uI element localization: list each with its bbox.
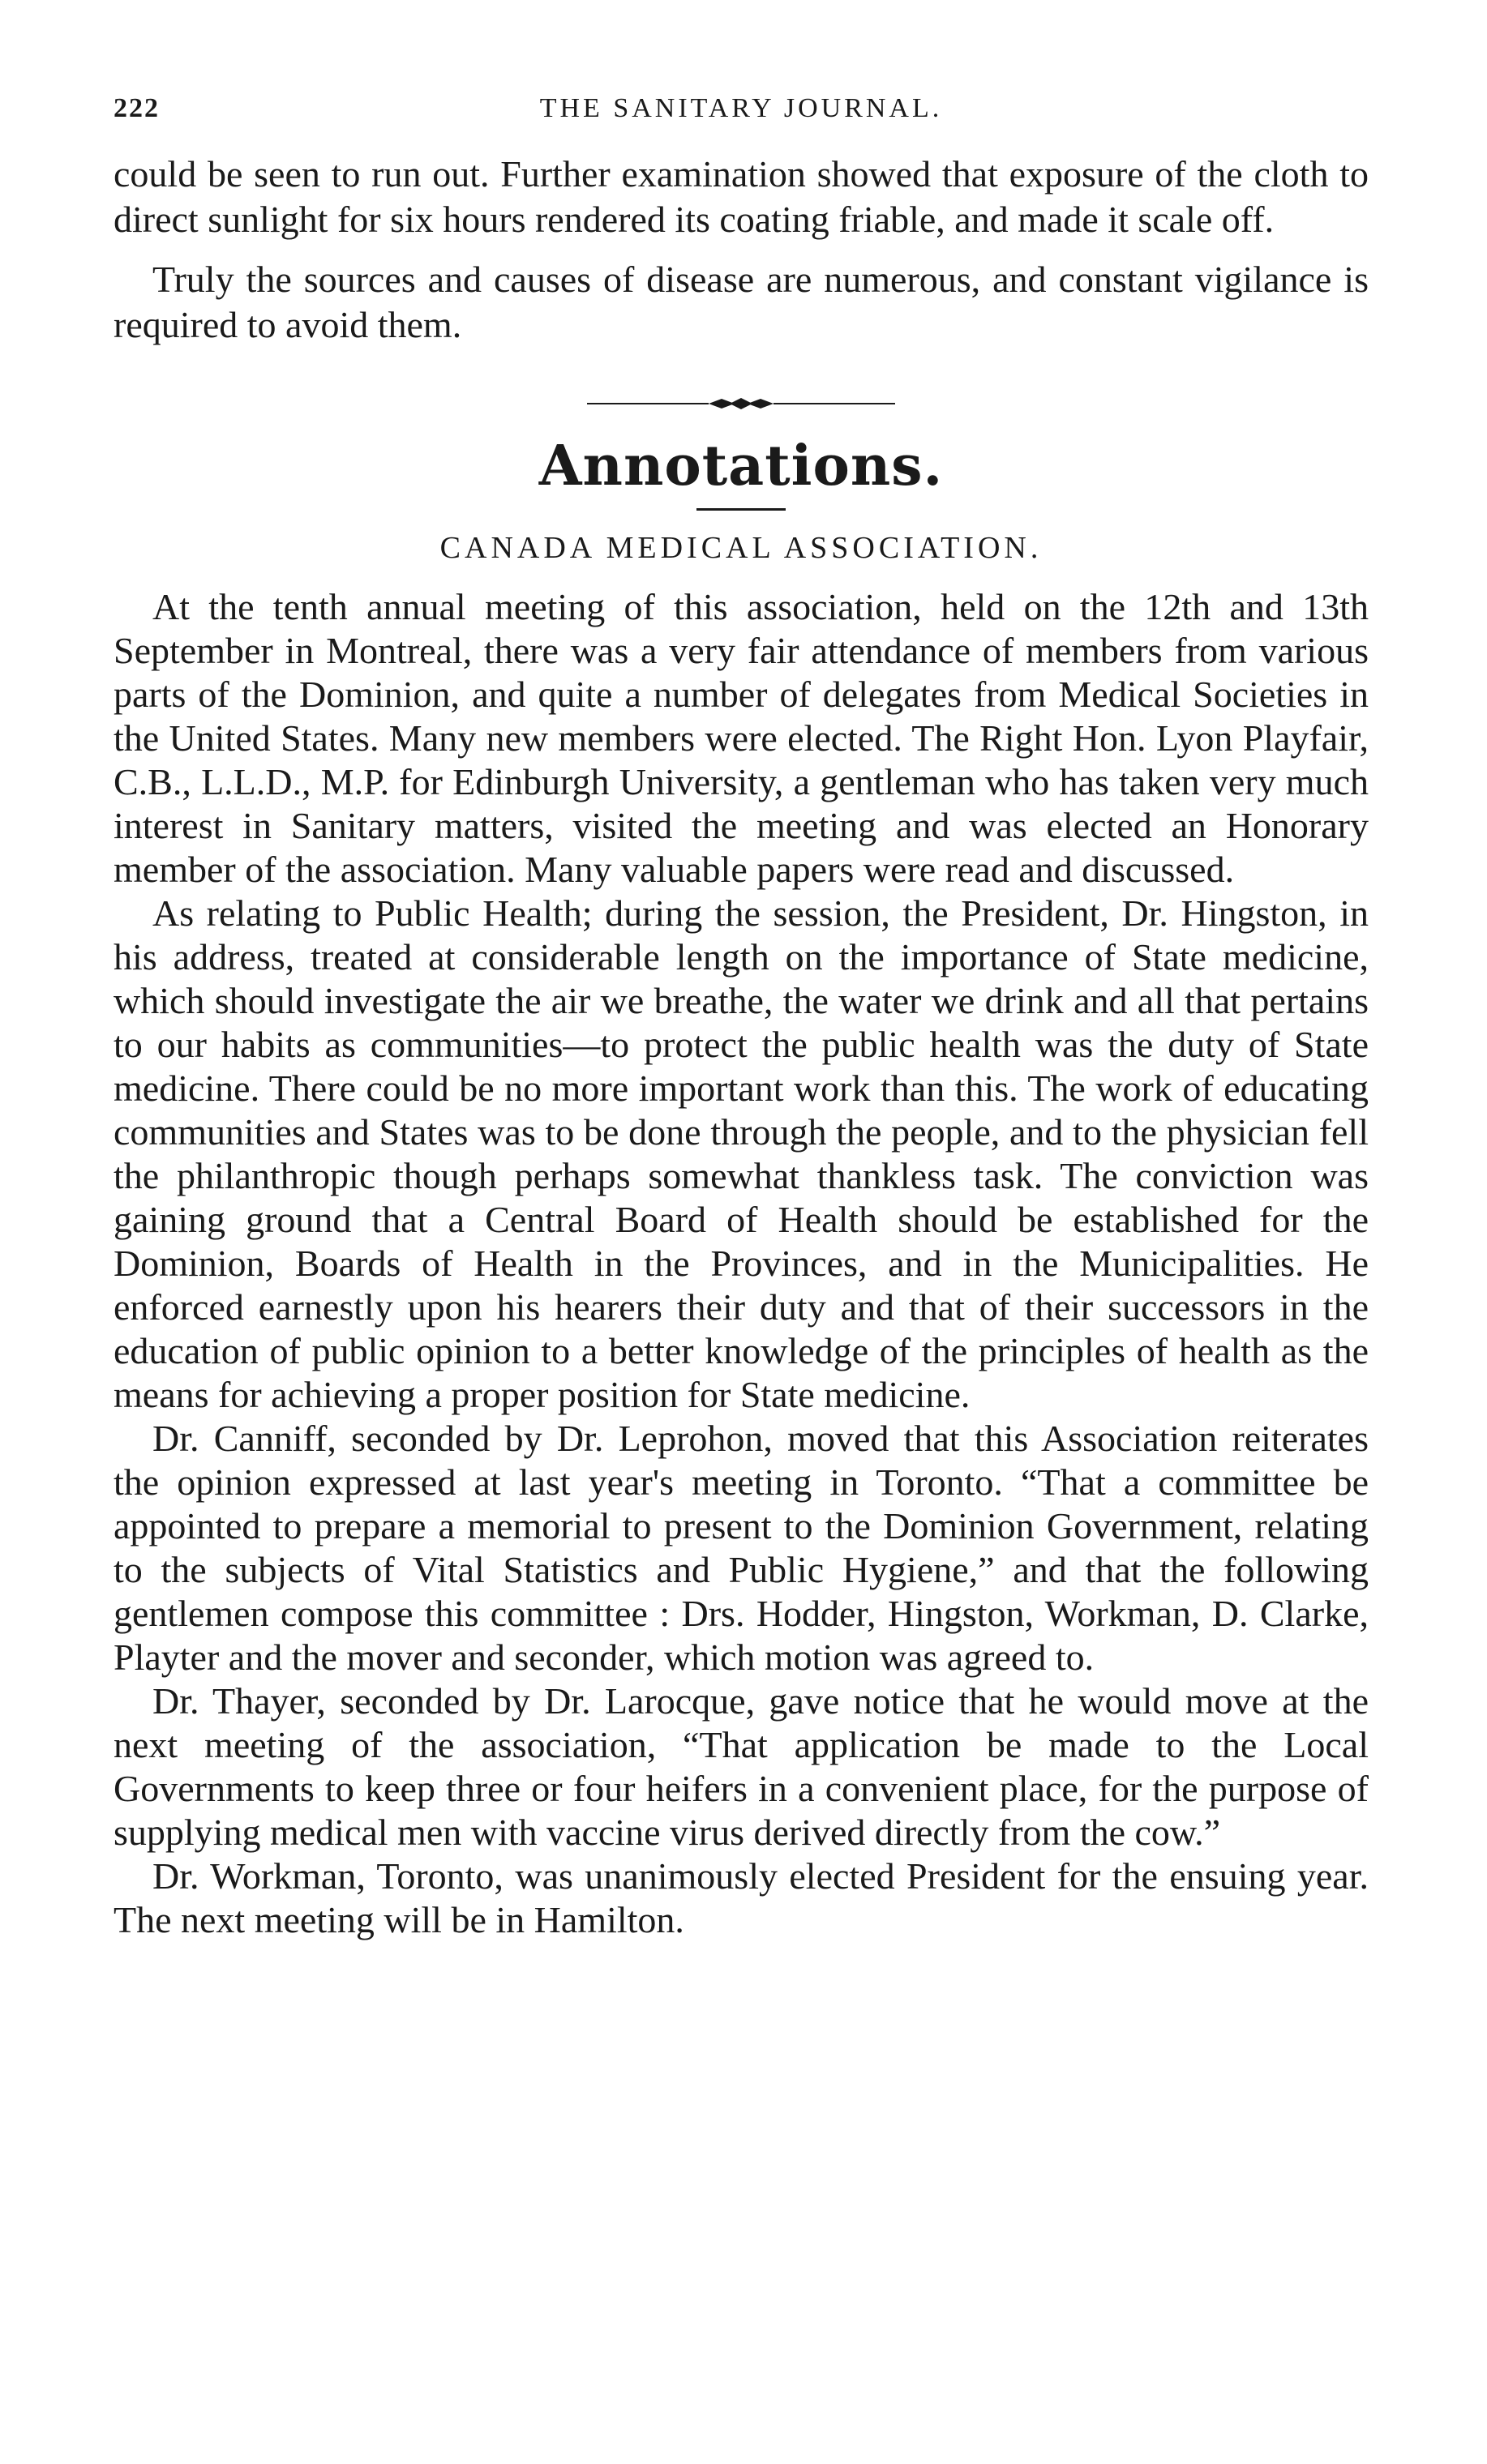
page-number: 222 bbox=[114, 93, 160, 123]
continued-paragraph-1: could be seen to run out. Further examination showed that exposure of the cloth to direct sunlight for six hours rendered its coating friable, and made it scale off. bbox=[114, 153, 1369, 240]
article-paragraph-5: Dr. Workman, Toronto, was unanimously elected President for the ensuing year. The next meeting will be in Hamilton. bbox=[114, 1855, 1369, 1940]
running-header bbox=[114, 93, 1369, 142]
journal-title: THE SANITARY JOURNAL. bbox=[539, 93, 943, 123]
ornament-divider bbox=[587, 396, 895, 411]
article-paragraph-2: As relating to Public Health; during the session, the President, Dr. Hingston, in his address, treated at considerable length on the importance of State medicine, which should investigate the air we breathe, the water we drink and all that pertains to our habits as communities—to protect the public health was the duty of State medicine. There could be no more important work than this. The work of educating communities and States was to be done through the people, and to the physician fell the philanthropic though perhaps somewhat thankless task. The conviction was gaining ground that a Central Board of Health should be established for the Dominion, Boards of Health in the Provinces, and in the Municipalities. He enforced earnestly upon his hearers their duty and that of their successors in the education of public opinion to a better knowledge of the principles of health as the means for achieving a proper position for State medicine. bbox=[114, 892, 1369, 1415]
continued-paragraph-2: Truly the sources and causes of disease are numerous, and constant vigilance is required to avoid them. bbox=[114, 259, 1369, 345]
page bbox=[114, 93, 1369, 1942]
continued-text bbox=[114, 152, 1369, 348]
article-paragraph-4: Dr. Thayer, seconded by Dr. Larocque, gave notice that he would move at the next meeting of the association, “That application be made to the Local Governments to keep three or four heifers in a convenient place, for the purpose of supplying medical men with vaccine virus derived directly from the cow.” bbox=[114, 1680, 1369, 1853]
article-body bbox=[114, 585, 1369, 1942]
title-rule bbox=[696, 508, 786, 511]
section-title: Annotations. bbox=[538, 434, 944, 498]
article-paragraph-1: At the tenth annual meeting of this association, held on the 12th and 13th September in Montreal, there was a very fair attendance of members from various parts of the Dominion, and quite a number of delegates from Medical Societies in the United States. Many new members were elected. The Right Hon. Lyon Playfair, C.B., L.L.D., M.P. for Edinburgh University, a gentleman who has taken very much interest in Sanitary matters, visited the meeting and was elected an Honorary member of the association. Many valuable papers were read and discussed. bbox=[114, 586, 1369, 890]
article-heading: CANADA MEDICAL ASSOCIATION. bbox=[439, 531, 1043, 565]
article-paragraph-3: Dr. Canniff, seconded by Dr. Leprohon, moved that this Association reiterates the opinion expressed at last year's meeting in Toronto. “That a committee be appointed to prepare a memorial to present to the Dominion Government, relating to the subjects of Vital Statistics and Public Hygiene,” and that the following gentlemen compose this committee : Drs. Hodder, Hingston, Workman, D. Clarke, Playter and the mover and seconder, which motion was agreed to. bbox=[114, 1418, 1369, 1678]
